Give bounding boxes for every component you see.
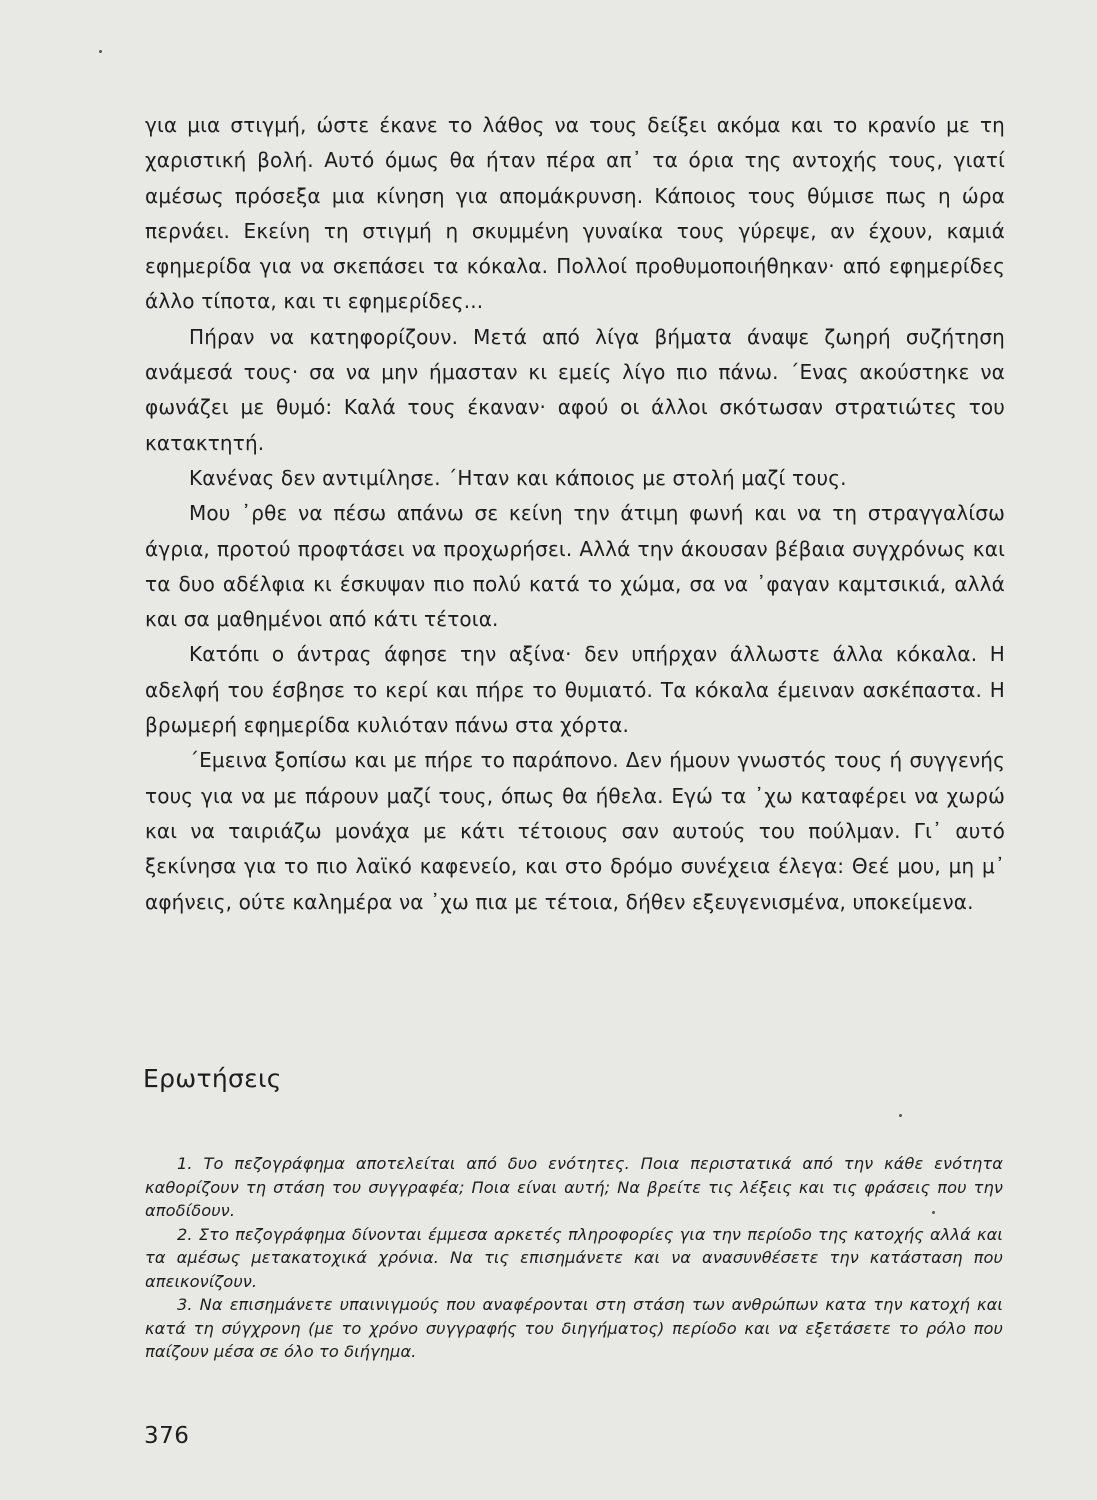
print-speck bbox=[899, 1114, 902, 1117]
paragraph: Πήραν να κατηφορίζουν. Μετά από λίγα βήματα άναψε ζωηρή συζήτηση ανάμεσά τους· σα να μην ήμασταν κι εμείς λίγο πιο πάνω. ΄Ενας ακούστηκε να φωνάζει με θυμό: Καλά τους έκαναν· αφού οι άλλοι σκότωσαν στρατιώτες του κατακτητή. bbox=[145, 324, 1005, 455]
paragraph: Κατόπι ο άντρας άφησε την αξίνα· δεν υπήρχαν άλλωστε άλλα κόκαλα. Η αδελφή του έσβησε το κερί και πήρε το θυμιατό. Τα κόκαλα έμειναν ασκέπαστα. Η βρωμερή εφημερίδα κυλιόταν πάνω στα χόρτα. bbox=[145, 642, 1005, 738]
question-item: 3. Να επισημάνετε υπαινιγμούς που αναφέρονται στη στάση των ανθρώπων κατα την κατοχή και κατά τη σύγχρονη (με το χρόνο συγγραφής του διηγήματος) περίοδο και να εξετάσετε το ρόλο που παίζουν μέσα σε όλο το διήγημα. bbox=[145, 1295, 1003, 1361]
page-number: 376 bbox=[144, 1423, 190, 1449]
question-item: 2. Στο πεζογράφημα δίνονται έμμεσα αρκετές πληροφορίες για την περίοδο της κατοχής αλλά και τα αμέσως μετακατοχικά χρόνια. Να τις επισημάνετε και να ανασυνθέσετε την κατάσταση που απεικονίζουν. bbox=[145, 1224, 1003, 1291]
print-speck bbox=[99, 50, 102, 53]
questions-list bbox=[145, 1152, 1003, 1364]
paragraph: Κανένας δεν αντιμίλησε. ΄Ηταν και κάποιος με στολή μαζί τους. bbox=[189, 465, 847, 490]
body-text bbox=[145, 108, 1005, 920]
paragraph: για μια στιγμή, ώστε έκανε το λάθος να τους δείξει ακόμα και το κρανίο με τη χαριστική βολή. Αυτό όμως θα ήταν πέρα απ᾽ τα όρια της αντοχής τους, γιατί αμέσως πρόσεξα μια κίνηση για απομάκρυνση. Κάποιος τους θύμισε πως η ώρα περνάει. Εκείνη τη στιγμή η σκυμμένη γυναίκα τους γύρεψε, αν έχουν, καμιά εφημερίδα για να σκεπάσει τα κόκαλα. Πολλοί προθυμοποιήθηκαν· από εφημερίδες άλλο τίποτα, και τι εφημερίδες... bbox=[145, 113, 1005, 314]
question-item: 1. Το πεζογράφημα αποτελείται από δυο ενότητες. Ποια περιστατικά από την κάθε ενότητα καθορίζουν τη στάση του συγγραφέα; Ποια είναι αυτή; Να βρείτε τις λέξεις και τις φράσεις που την αποδίδουν. bbox=[145, 1154, 1003, 1220]
questions-heading: Ερωτήσεις bbox=[143, 1064, 282, 1093]
paragraph: ΄Εμεινα ξοπίσω και με πήρε το παράπονο. Δεν ήμουν γνωστός τους ή συγγενής τους για να με πάρουν μαζί τους, όπως θα ήθελα. Εγώ τα ᾽χω καταφέρει να χωρώ και να ταιριάζω μονάχα με κάτι τέτοιους σαν αυτούς του πούλμαν. Γι᾽ αυτό ξεκίνησα για το πιο λαϊκό καφενείο, και στο δρόμο συνέχεια έλεγα: Θεέ μου, μη μ᾽ αφήνεις, ούτε καλημέρα να ᾽χω πια με τέτοια, δήθεν εξευγενισμένα, υποκείμενα. bbox=[145, 748, 1005, 914]
paragraph: Μου ᾽ρθε να πέσω απάνω σε κείνη την άτιμη φωνή και να τη στραγγαλίσω άγρια, προτού προφτάσει να προχωρήσει. Αλλά την άκουσαν βέβαια συγχρόνως και τα δυο αδέλφια κι έσκυψαν πιο πολύ κατά το χώμα, σα να ᾽φαγαν καμτσικιά, αλλά και σα μαθημένοι από κάτι τέτοια. bbox=[145, 501, 1005, 632]
